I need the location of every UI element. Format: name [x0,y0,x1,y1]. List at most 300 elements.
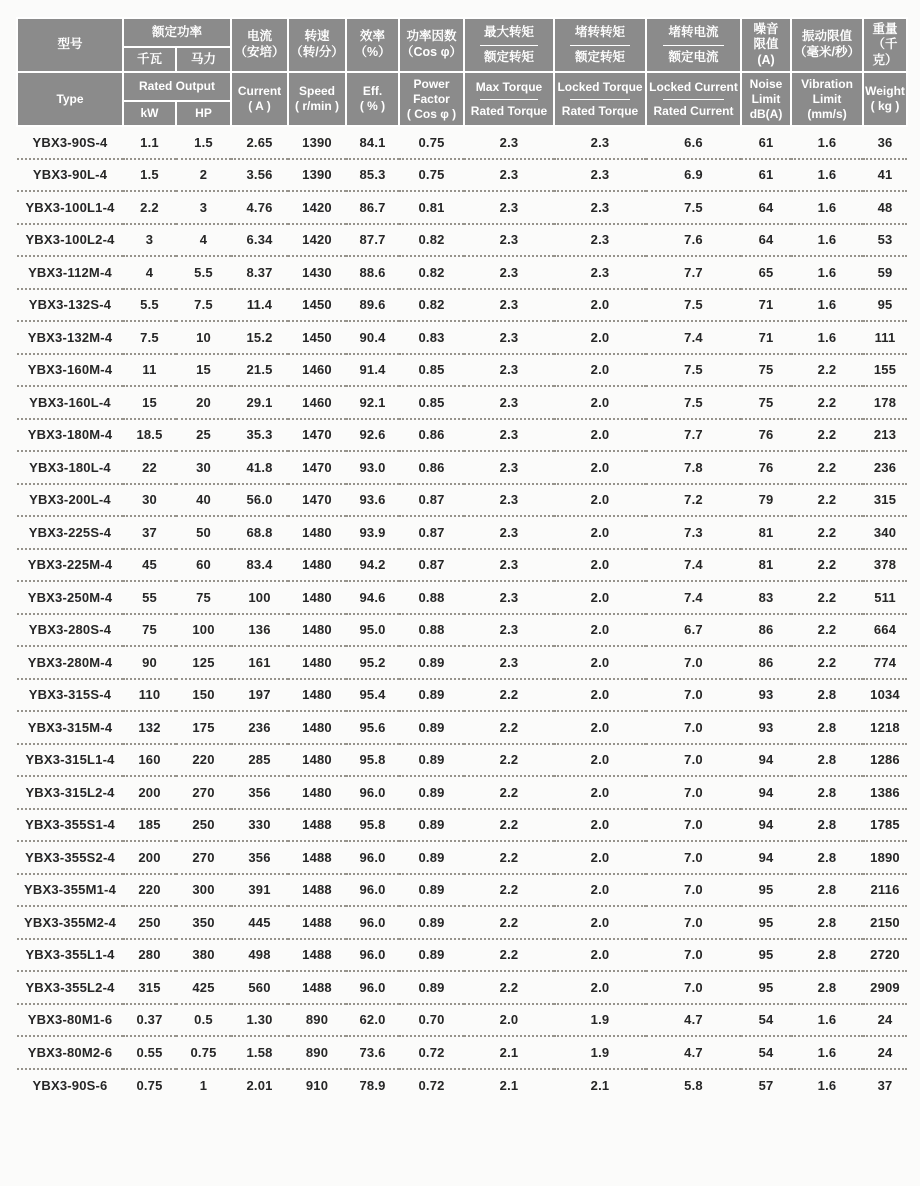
col-header-rated-output-en: Rated Output [123,72,231,101]
cell-type: YBX3-160L-4 [17,386,123,419]
cell-current: 445 [231,906,288,939]
cell-power_factor: 0.89 [399,744,464,777]
cell-weight: 1386 [863,776,907,809]
cell-speed: 890 [288,1004,346,1037]
cell-vibration: 2.2 [791,354,863,387]
table-row [17,321,907,354]
cell-kw: 55 [123,581,176,614]
cell-locked_current: 7.0 [646,711,741,744]
header-line: 最大转矩 [484,24,535,39]
cell-vibration: 1.6 [791,256,863,289]
cell-locked_torque: 2.0 [554,874,646,907]
cell-weight: 1785 [863,809,907,842]
cell-hp: 300 [176,874,231,907]
cell-max_torque: 2.2 [464,711,554,744]
cell-locked_current: 7.8 [646,451,741,484]
table-row [17,874,907,907]
cell-weight: 2720 [863,939,907,972]
cell-locked_torque: 2.0 [554,809,646,842]
cell-hp: 380 [176,939,231,972]
cell-power_factor: 0.70 [399,1004,464,1037]
header-line: ( kg ) [870,99,900,113]
cell-noise: 95 [741,971,791,1004]
cell-noise: 93 [741,679,791,712]
cell-noise: 64 [741,224,791,257]
header-line: (mm/s) [807,106,847,121]
cell-current: 391 [231,874,288,907]
cell-kw: 160 [123,744,176,777]
cell-speed: 1480 [288,614,346,647]
header-line: ( % ) [359,99,386,113]
cell-locked_torque: 2.0 [554,744,646,777]
header-line: （千克） [872,37,898,67]
cell-eff: 91.4 [346,354,399,387]
cell-type: YBX3-90L-4 [17,159,123,192]
cell-max_torque: 2.2 [464,679,554,712]
cell-kw: 1.1 [123,126,176,159]
cell-weight: 315 [863,484,907,517]
cell-type: YBX3-80M2-6 [17,1036,123,1069]
table-row [17,711,907,744]
cell-weight: 178 [863,386,907,419]
col-header-eff-cn [346,18,399,72]
cell-kw: 75 [123,614,176,647]
col-header-power-factor-en [399,72,464,126]
cell-noise: 81 [741,516,791,549]
cell-noise: 93 [741,711,791,744]
cell-kw: 22 [123,451,176,484]
cell-locked_torque: 2.3 [554,159,646,192]
cell-locked_current: 7.2 [646,484,741,517]
cell-locked_torque: 2.0 [554,321,646,354]
cell-eff: 92.1 [346,386,399,419]
cell-noise: 61 [741,159,791,192]
table-row [17,939,907,972]
cell-current: 41.8 [231,451,288,484]
cell-locked_current: 7.4 [646,581,741,614]
cell-power_factor: 0.89 [399,809,464,842]
cell-speed: 1488 [288,939,346,972]
cell-eff: 86.7 [346,191,399,224]
cell-current: 56.0 [231,484,288,517]
cell-noise: 86 [741,646,791,679]
header-line: dB(A) [749,106,783,121]
cell-speed: 910 [305,1077,329,1093]
cell-type: YBX3-132M-4 [17,321,123,354]
fraction-bar [480,99,538,100]
cell-weight: 48 [863,191,907,224]
cell-weight: 213 [863,419,907,452]
cell-type: YBX3-315M-4 [17,711,123,744]
cell-eff: 94.2 [346,549,399,582]
cell-hp: 270 [176,841,231,874]
cell-locked_torque: 2.0 [554,451,646,484]
header-line: 转速 [304,29,330,44]
col-header-locked-current-en [646,72,741,126]
table-row [17,906,907,939]
cell-speed: 1430 [288,256,346,289]
cell-eff: 88.6 [346,256,399,289]
cell-locked_current: 7.5 [646,191,741,224]
header-line: Limit [812,91,842,106]
col-header-rated-output-cn: 额定功率 [123,18,231,47]
cell-speed: 890 [288,1036,346,1069]
cell-power_factor: 0.85 [399,354,464,387]
cell-noise: 64 [741,191,791,224]
col-header-locked-torque-cn [554,18,646,72]
cell-locked_torque: 2.0 [554,289,646,322]
cell-weight: 37 [877,1077,893,1093]
cell-type: YBX3-355S1-4 [17,809,123,842]
cell-vibration: 2.8 [791,971,863,1004]
cell-type: YBX3-100L1-4 [17,191,123,224]
cell-locked_current: 7.0 [646,809,741,842]
cell-power_factor: 0.81 [399,191,464,224]
cell-weight: 340 [863,516,907,549]
cell-locked_torque: 2.0 [554,711,646,744]
cell-weight: 53 [863,224,907,257]
cell-hp: 100 [176,614,231,647]
cell-max_torque: 2.3 [464,516,554,549]
cell-power_factor: 0.86 [399,419,464,452]
cell-power_factor: 0.72 [399,1036,464,1069]
cell-locked_current: 7.0 [646,939,741,972]
cell-locked_torque: 2.0 [554,679,646,712]
cell-locked_current: 7.3 [646,516,741,549]
cell-power_factor: 0.83 [399,321,464,354]
cell-max_torque: 2.3 [464,289,554,322]
cell-current: 3.56 [231,159,288,192]
col-header-power-factor-cn [399,18,464,72]
cell-hp: 150 [176,679,231,712]
cell-eff: 89.6 [346,289,399,322]
cell-vibration: 1.6 [791,321,863,354]
cell-weight: 59 [863,256,907,289]
cell-max_torque: 2.3 [464,256,554,289]
cell-kw: 280 [123,939,176,972]
header-line: ( Cos φ ) [406,106,457,121]
cell-speed: 1480 [288,679,346,712]
cell-current: 21.5 [231,354,288,387]
cell-locked_torque: 2.0 [554,939,646,972]
cell-locked_current: 7.0 [646,744,741,777]
cell-vibration: 1.6 [791,1004,863,1037]
cell-vibration: 2.8 [791,841,863,874]
cell-weight: 36 [863,126,907,159]
cell-speed: 1420 [288,224,346,257]
cell-power_factor: 0.82 [399,256,464,289]
cell-locked_torque: 2.3 [554,126,646,159]
cell-weight: 1218 [863,711,907,744]
cell-max_torque: 2.3 [464,614,554,647]
cell-max_torque: 2.3 [464,451,554,484]
cell-type: YBX3-355S2-4 [17,841,123,874]
cell-vibration: 2.2 [791,386,863,419]
col-header-vibration-cn [791,18,863,72]
table-row [17,191,907,224]
col-header-type-en: Type [17,72,123,126]
table-header [17,18,907,126]
cell-hp: 125 [176,646,231,679]
header-line: 额定转矩 [484,49,535,64]
cell-kw: 37 [123,516,176,549]
cell-max_torque: 2.0 [464,1004,554,1037]
cell-max_torque: 2.2 [464,906,554,939]
cell-noise: 65 [741,256,791,289]
cell-kw: 2.2 [123,191,176,224]
cell-eff: 96.0 [346,776,399,809]
cell-type: YBX3-280S-4 [17,614,123,647]
cell-max_torque: 2.2 [464,809,554,842]
cell-speed: 1488 [288,874,346,907]
cell-hp: 50 [176,516,231,549]
header-row-cn-top [17,18,907,47]
header-line: Noise [749,76,783,91]
cell-kw: 315 [123,971,176,1004]
header-line: Max Torque [475,79,543,94]
cell-locked_current: 4.7 [646,1036,741,1069]
header-line: 噪音 [753,21,779,36]
cell-eff: 78.9 [359,1077,386,1093]
cell-kw: 7.5 [123,321,176,354]
cell-type: YBX3-80M1-6 [17,1004,123,1037]
cell-locked_current: 4.7 [646,1004,741,1037]
cell-kw: 30 [123,484,176,517]
table-row [17,971,907,1004]
col-header-eff-en [346,72,399,126]
cell-hp: 75 [176,581,231,614]
cell-kw: 15 [123,386,176,419]
cell-locked_torque: 2.3 [554,224,646,257]
header-line: （安培） [234,45,285,59]
fraction-bar [570,45,629,46]
cell-eff: 96.0 [346,841,399,874]
cell-power_factor: 0.72 [418,1077,445,1093]
cell-max_torque: 2.3 [464,386,554,419]
cell-type: YBX3-315L2-4 [17,776,123,809]
cell-weight: 2116 [863,874,907,907]
col-header-kw-cn: 千瓦 [123,47,176,72]
cell-locked_torque: 2.0 [554,971,646,1004]
fraction-bar [570,99,629,100]
cell-kw: 4 [123,256,176,289]
cell-current: 15.2 [231,321,288,354]
cell-current: 161 [231,646,288,679]
cell-current: 1.30 [231,1004,288,1037]
cell-power_factor: 0.89 [399,646,464,679]
cell-hp: 250 [176,809,231,842]
cell-hp: 350 [176,906,231,939]
col-header-type-cn: 型号 [17,18,123,72]
cell-eff: 95.8 [346,809,399,842]
table-row [17,386,907,419]
cell-kw: 200 [123,841,176,874]
header-line: ( r/min ) [295,99,340,113]
cell-vibration: 2.8 [791,711,863,744]
cell-vibration: 2.8 [791,874,863,907]
cell-locked_current: 6.7 [646,614,741,647]
cell-vibration: 2.8 [791,776,863,809]
cell-locked_current: 5.8 [684,1077,703,1093]
cell-type: YBX3-180M-4 [17,419,123,452]
cell-power_factor: 0.89 [399,841,464,874]
header-line: 功率因数 [406,29,457,44]
col-header-max-torque-cn [464,18,554,72]
cell-type: YBX3-100L2-4 [17,224,123,257]
cell-hp: 1.5 [176,126,231,159]
cell-locked_torque: 2.0 [554,516,646,549]
table-row [17,451,907,484]
cell-speed: 1488 [288,971,346,1004]
table-row [17,841,907,874]
cell-speed: 1480 [288,581,346,614]
cell-locked_current: 7.0 [646,841,741,874]
cell-noise: 95 [741,906,791,939]
cell-locked_torque: 2.0 [554,484,646,517]
col-header-weight-cn [863,18,907,72]
header-line: Locked Torque [557,79,643,94]
cell-power_factor: 0.88 [399,581,464,614]
cell-noise: 94 [741,744,791,777]
cell-speed: 1488 [288,809,346,842]
cell-current: 35.3 [231,419,288,452]
cell-vibration: 1.6 [817,1077,837,1093]
cell-power_factor: 0.88 [399,614,464,647]
cell-type: YBX3-280M-4 [17,646,123,679]
cell-type: YBX3-132S-4 [17,289,123,322]
cell-speed: 1450 [288,321,346,354]
cell-max_torque: 2.1 [499,1077,519,1093]
cell-locked_current: 7.0 [646,874,741,907]
header-line: Speed [299,84,336,98]
table-row [17,646,907,679]
cell-type: YBX3-355L2-4 [17,971,123,1004]
cell-hp: 25 [176,419,231,452]
cell-power_factor: 0.87 [399,516,464,549]
cell-hp: 15 [176,354,231,387]
cell-hp: 7.5 [176,289,231,322]
cell-kw: 5.5 [123,289,176,322]
cell-type: YBX3-225S-4 [17,516,123,549]
cell-speed: 1480 [288,776,346,809]
cell-max_torque: 2.1 [464,1036,554,1069]
cell-current: 330 [231,809,288,842]
cell-noise: 71 [741,321,791,354]
cell-locked_torque: 2.0 [554,646,646,679]
cell-current: 236 [231,711,288,744]
cell-max_torque: 2.3 [464,646,554,679]
cell-current: 6.34 [231,224,288,257]
cell-eff: 87.7 [346,224,399,257]
cell-kw: 90 [123,646,176,679]
cell-type: YBX3-180L-4 [17,451,123,484]
cell-vibration: 2.8 [791,906,863,939]
cell-locked_current: 7.0 [646,679,741,712]
cell-vibration: 1.6 [791,191,863,224]
cell-eff: 85.3 [346,159,399,192]
header-line: Rated Torque [470,103,548,118]
cell-hp: 0.75 [176,1036,231,1069]
cell-speed: 1488 [288,841,346,874]
cell-max_torque: 2.3 [464,321,554,354]
cell-power_factor: 0.89 [399,679,464,712]
cell-locked_torque: 1.9 [554,1004,646,1037]
cell-vibration: 2.2 [791,614,863,647]
cell-vibration: 2.2 [791,484,863,517]
cell-max_torque: 2.2 [464,776,554,809]
col-header-speed-en [288,72,346,126]
header-line: Eff. [362,84,383,98]
col-header-weight-en [863,72,907,126]
cell-noise: 95 [741,874,791,907]
cell-current: 1.58 [231,1036,288,1069]
cell-eff: 94.6 [346,581,399,614]
cell-locked_current: 7.0 [646,971,741,1004]
header-line: （毫米/秒） [794,45,860,59]
cell-locked_current: 7.5 [646,386,741,419]
cell-kw: 45 [123,549,176,582]
cell-max_torque: 2.3 [464,549,554,582]
cell-speed: 1470 [288,484,346,517]
cell-max_torque: 2.3 [464,484,554,517]
cell-hp: 20 [176,386,231,419]
cell-vibration: 2.8 [791,744,863,777]
cell-eff: 96.0 [346,939,399,972]
cell-kw: 11 [123,354,176,387]
cell-max_torque: 2.2 [464,744,554,777]
header-line: 振动限值 [802,29,853,44]
cell-noise: 83 [741,581,791,614]
cell-weight: 511 [863,581,907,614]
cell-max_torque: 2.3 [464,159,554,192]
col-header-current-cn [231,18,288,72]
header-line: Rated Current [653,103,734,118]
cell-power_factor: 0.89 [399,971,464,1004]
cell-speed: 1390 [288,126,346,159]
cell-current: 356 [231,841,288,874]
cell-locked_torque: 2.0 [554,581,646,614]
cell-locked_current: 7.7 [646,256,741,289]
cell-current: 498 [231,939,288,972]
cell-noise: 76 [741,419,791,452]
table-row [17,1069,907,1102]
cell-type: YBX3-355L1-4 [17,939,123,972]
header-line: Power [413,76,450,91]
cell-eff: 96.0 [346,874,399,907]
cell-current: 100 [231,581,288,614]
cell-type: YBX3-250M-4 [17,581,123,614]
cell-current: 11.4 [231,289,288,322]
cell-max_torque: 2.3 [464,354,554,387]
cell-eff: 84.1 [346,126,399,159]
cell-locked_current: 6.6 [646,126,741,159]
cell-kw: 110 [123,679,176,712]
cell-weight: 24 [863,1004,907,1037]
cell-speed: 1460 [288,354,346,387]
cell-kw: 185 [123,809,176,842]
table-row [17,1004,907,1037]
header-line: （%） [354,45,391,59]
table-row [17,809,907,842]
cell-vibration: 2.2 [791,516,863,549]
cell-type: YBX3-90S-4 [17,126,123,159]
cell-noise: 95 [741,939,791,972]
table-row [17,224,907,257]
cell-hp: 60 [176,549,231,582]
cell-type: YBX3-160M-4 [17,354,123,387]
cell-weight: 774 [863,646,907,679]
cell-power_factor: 0.89 [399,776,464,809]
